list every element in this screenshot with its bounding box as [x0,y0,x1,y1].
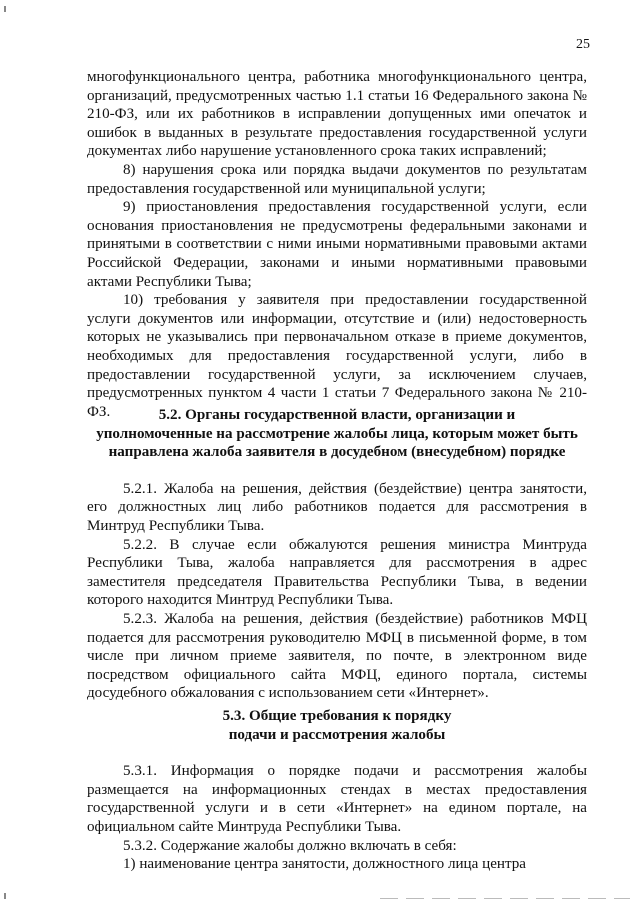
section-5-2 [87,406,587,703]
list-continuation [87,68,587,421]
paragraph: 5.2.2. В случае если обжалуются решения министра Минтруда Республики Тыва, жалоба направляется для рассмотрения в адрес заместителя председателя Правительства Республики Тыва, в ведении которого находится Минтруд Республики Тыва. [87,536,587,609]
heading-line: подачи и рассмотрения жалобы [228,726,446,743]
section-5-3 [87,707,587,874]
paragraph: 5.3.2. Содержание жалобы должно включать в себя: [123,837,457,854]
paragraph: 5.2.3. Жалоба на решения, действия (бездействие) работников МФЦ подается для рассмотрения руководителю МФЦ в письменной форме, в том числе при личном приеме заявителя, по почте, в электронном виде посредством официального сайта МФЦ, единого портала, системы досудебного обжалования с использованием сети «Интернет». [87,610,587,702]
section-heading [87,406,587,462]
scan-mark [4,893,6,899]
paragraph: многофункционального центра, работника многофункционального центра, организаций, предусмотренных частью 1.1 статьи 16 Федерального закона № 210-ФЗ, или их работников в исправлении допущенных ими опечаток и ошибок в выданных в результате предоставления государственной услуги документах либо нарушение установленного срока таких исправлений; [87,69,587,160]
heading-line: направлена жалоба заявителя в досудебном (внесудебном) порядке [108,444,566,461]
heading-line: уполномоченные на рассмотрение жалобы лица, которым может быть [96,425,578,442]
page-number: 25 [576,37,590,52]
list-item: 9) приостановления предоставления государственной услуги, если основания приостановления не предусмотрены федеральными законами и принятыми в соответствии с ними иными нормативными правовыми актами Российской Федерации, законами и иными нормативными правовыми актами Республики Тыва; [87,199,587,290]
list-item: 1) наименование центра занятости, должностного лица центра [123,856,526,873]
paragraph: 5.2.1. Жалоба на решения, действия (бездействие) центра занятости, его должностных лиц либо работников подается для рассмотрения в Минтруд Республики Тыва. [87,480,587,534]
scan-artifact-line [380,898,630,899]
heading-line: 5.3. Общие требования к порядку [222,708,452,724]
list-item: 10) требования у заявителя при предоставлении государственной услуги документов или информации, отсутствие и (или) недостоверность которых не указывались при первоначальном отказе в приеме документов, необходимых для предоставления государственной услуги, либо в предоставлении государственной услуги, за исключением случаев, предусмотренных пунктом 4 части 1 статьи 7 Федерального закона № 210-ФЗ. [87,292,587,420]
list-item: 8) нарушения срока или порядка выдачи документов по результатам предоставления государственной или муниципальной услуги; [87,161,587,197]
paragraph: 5.3.1. Информация о порядке подачи и рассмотрения жалобы размещается на информационных стендах в местах предоставления государственной услуги и в сети «Интернет» на едином портале, на официальном сайте Минтруда Республики Тыва. [87,763,587,835]
heading-line: 5.2. Органы государственной власти, организации и [158,407,516,423]
scan-mark [4,6,6,12]
section-heading [87,707,587,744]
